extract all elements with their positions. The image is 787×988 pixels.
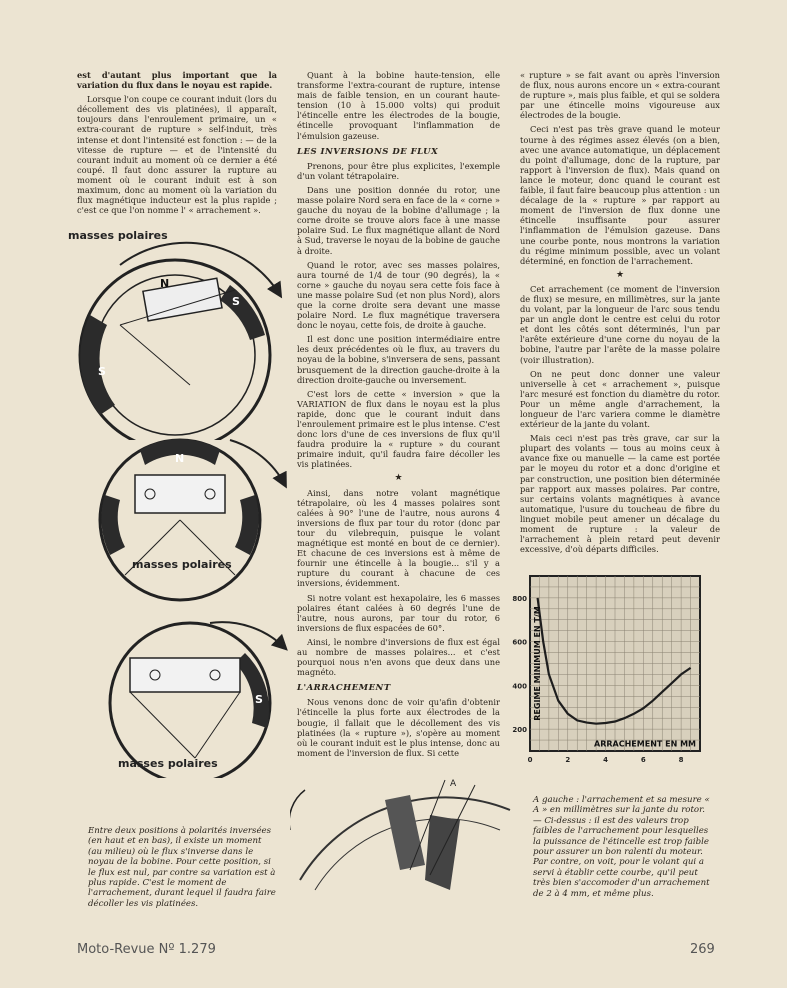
figure-caption-left: Entre deux positions à polarités inversées (en haut et en bas), il existe un moment (au milieu) où le flux s'inverse dans le noyau de la bobine. Pour cette position, si le flux est nul, par contre sa variation est à plus rapide. C'est le moment de l'arrachement, durant lequel il faudra faire décoller les vis platinées. [88, 826, 276, 909]
y-tick-label: 800 [512, 594, 527, 603]
separator-star: ★ [394, 473, 403, 484]
column-2 [297, 70, 500, 762]
paragraph: Lorsque l'on coupe ce courant induit (lors du décollement des vis platinées), il apparaît, toujours dans l'enroulement primaire, un « extra-courant de rupture » self-induit, très intense et dont l'intensité est fonction : — de la vitesse de rupture — et de l'intensité du courant induit au moment où ce dernier a été coupé. Il faut donc assurer la rupture au moment où le courant induit est à son maximum, donc au moment où la variation du flux magnétique inducteur est la plus rapide ; c'est ce que l'on nomme l' « arrachement ». [77, 94, 277, 216]
column-1 [77, 70, 277, 219]
x-tick-label: 4 [603, 756, 608, 764]
paragraph: C'est lors de cette « inversion » que la VARIATION de flux dans le noyau est la plus rapide, donc que le courant induit dans l'enroulement primaire est le plus intense. C'est donc lors d'une de ces inversions de flux qu'il faudra produire la « rupture » du courant primaire induit, qu'il faudra faire décoller les vis platinées. [297, 388, 500, 470]
footer-magazine: Moto-Revue Nº 1.279 [77, 942, 216, 957]
pole-n-label: N [175, 452, 185, 465]
paragraph: Cet arrachement (ce moment de l'inversion de flux) se mesure, en millimètres, sur la jante du volant, par la longueur de l'arc sous tendu par un angle dont le centre est celui du rotor et dont les côtés sont déterminés, l'un par l'arête extérieure d'une corne du noyau de la bobine, l'autre par l'arête de la masse polaire (voir illustration). [520, 283, 720, 365]
pole-s-label: S [232, 295, 240, 308]
pole-n-label: N [160, 277, 170, 290]
paragraph: est d'autant plus important que la variation du flux dans le noyau est rapide. [77, 70, 277, 91]
x-tick-label: 2 [565, 756, 571, 764]
x-tick-label: 8 [678, 756, 684, 764]
y-tick-label: 200 [512, 726, 527, 735]
paragraph: Quant à la bobine haute-tension, elle transforme l'extra-courant de rupture, intense mais de faible tension, en un courant haute-tension (10 à 15.000 volts) qui produit l'étincelle entre les électrodes de la bougie, étincelle provoquant l'inflammation de l'émulsion gazeuse. [297, 70, 500, 141]
paragraph: On ne peut donc donner une valeur universelle à cet « arrachement », puisque l'arc mesuré est fonction du diamètre du rotor. Pour un même angle d'arrachement, la longueur de l'arc variera comme le diamètre extérieur de la jante du volant. [520, 368, 720, 430]
rotor-diagram-top [60, 225, 300, 440]
pole-s-label: S [255, 693, 263, 706]
regime-chart [508, 568, 708, 778]
y-axis-label: REGIME MINIMUM EN T/M [533, 606, 542, 721]
paragraph: Nous venons donc de voir qu'afin d'obtenir l'étincelle la plus forte aux électrodes de la bougie, il fallait que le décollement des vis platinées (la « rupture »), s'opère au moment où le courant induit est le plus intense, donc au moment de l'inversion de flux. Si cette [297, 697, 500, 758]
paragraph: Mais ceci n'est pas très grave, car sur la plupart des volants — tous au moins ceux à avance fixe ou manuelle — la came est portée par le moyeu du rotor et a donc d'origine et par construction, une position bien déterminée par rapport aux masses polaires. Par contre, sur certains volants magnétiques à avance automatique, l'usure du toucheau de fibre du linguet mobile peut amener un décalage du moment de rupture : la valeur de l'arrachement à plein retard peut devenir excessive, d'où départs difficiles. [520, 433, 720, 555]
figure-caption-right: A gauche : l'arrachement et sa mesure « A » en millimètres sur la jante du rotor. — Ci-dessus : il est des valeurs trop faibles de l'arrachement pour lesquelles la puissance de l'étincelle est trop faible pour assurer un bon ralenti du moteur. Par contre, on voit, pour le volant qui a servi à établir cette courbe, qu'il peut très bien s'accomoder d'un arrachement de 2 à 4 mm, et même plus. [533, 795, 710, 899]
paragraph: Si notre volant est hexapolaire, les 6 masses polaires étant calées à 60 degrés l'une de l'autre, nous aurons, par tour du rotor, 6 inversions de flux espacées de 60°. [297, 592, 500, 633]
x-tick-label: 6 [640, 756, 646, 764]
y-tick-label: 400 [512, 682, 527, 691]
x-axis-label: ARRACHEMENT EN MM [594, 739, 696, 749]
paragraph: Quand le rotor, avec ses masses polaires, aura tourné de 1/4 de tour (90 degrés), la « corne » gauche du noyau sera cette fois face à une masse polaire Sud (et non plus Nord), alors que la corne droite sera devant une masse polaire Nord. Le flux magnétique traversera donc le noyau, cette fois, de droite à gauche. [297, 259, 500, 331]
separator-star: ★ [615, 269, 625, 280]
paragraph: Ceci n'est pas très grave quand le moteur tourne à des régimes assez élevés (on a bien, avec une avance automatique, un déplacement du point d'allumage, donc de la rupture, par rapport à l'inversion de flux). Mais quand on lance le moteur, donc quand le courant est faible, il faut faire beaucoup plus attention : un décalage de la « rupture » par rapport au moment de l'inversion de flux donne une étincelle insuffisante pour assurer l'inflammation de l'émulsion gazeuse. Dans une courbe ponte, nous montrons la variation du régime minimum possible, avec un volant déterminé, en fonction de l'arrachement. [520, 124, 720, 266]
paragraph: Dans une position donnée du rotor, une masse polaire Nord sera en face de la « corne » gauche du noyau de la bobine d'allumage ; la corne droite se trouve alors face à une masse polaire Sud. Le flux magnétique allant de Nord à Sud, traverse le noyau de la bobine de gauche à droite. [297, 184, 500, 256]
column-3 [520, 70, 720, 558]
section-heading: L'ARRACHEMENT [297, 683, 391, 694]
section-heading: LES INVERSIONS DE FLUX [297, 146, 439, 157]
paragraph: Prenons, pour être plus explicites, l'exemple d'un volant tétrapolaire. [297, 160, 500, 181]
footer-page-number: 269 [690, 942, 715, 957]
figure-label: masses polaires [132, 558, 232, 571]
x-tick-label: 0 [527, 756, 533, 764]
paragraph: « rupture » se fait avant ou après l'inversion de flux, nous aurons encore un « extra-courant de rupture », mais plus faible, et qui se soldera par une étincelle moins vigoureuse aux électrodes de la bougie. [520, 70, 720, 121]
rotor-diagram-bottom [95, 618, 295, 778]
dim-a-label: A [450, 779, 457, 789]
rotor-diagram-middle [80, 435, 290, 610]
paragraph: Ainsi, dans notre volant magnétique tétrapolaire, où les 4 masses polaires sont calées à 90° l'une de l'autre, nous aurons 4 inversions de flux par tour du rotor (donc par tour du vilebrequin, puisque le volant magnétique est monté en bout de ce dernier). Et chacune de ces inversions est à même de fournir une étincelle à la bougie... s'il y a rupture du courant à chacune de ces inversions, évidemment. [297, 487, 500, 589]
paragraph: Il est donc une position intermédiaire entre les deux précédentes où le flux, au travers du noyau de la bobine, s'inversera de sens, passant brusquement de la direction gauche-droite à la direction droite-gauche ou inversement. [297, 334, 500, 385]
figure-label: masses polaires [118, 757, 218, 770]
pole-s-label: S [98, 365, 106, 378]
y-tick-label: 600 [512, 638, 527, 647]
arrachement-diagram [290, 770, 520, 940]
figure-label: masses polaires [68, 229, 168, 242]
paragraph: Ainsi, le nombre d'inversions de flux est égal au nombre de masses polaires... et c'est pourquoi nous n'en avons que deux dans une magnéto. [297, 636, 500, 678]
